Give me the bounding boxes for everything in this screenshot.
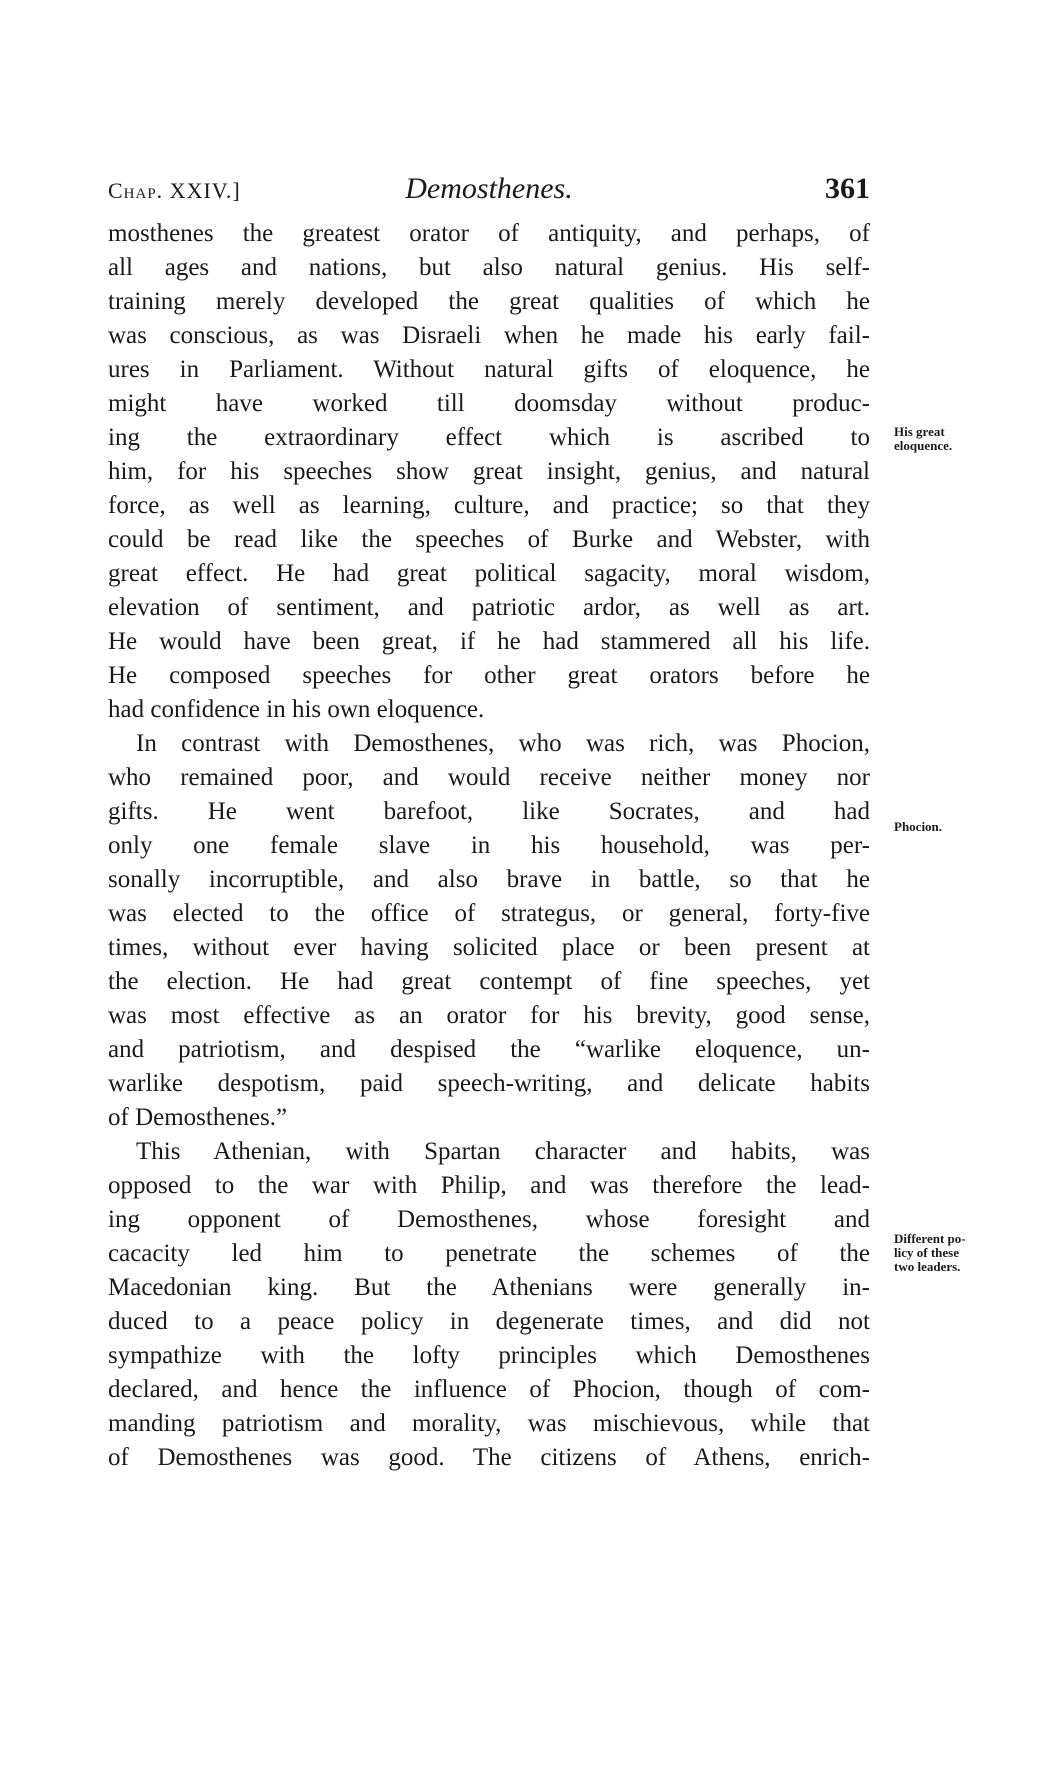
- text-line: of Demosthenes was good. The citizens of Athens, enrich-: [108, 1444, 870, 1471]
- text-line: only one female slave in his household, was per-: [108, 832, 870, 859]
- text-line: opposed to the war with Philip, and was therefore the lead-: [108, 1172, 870, 1199]
- text-line: could be read like the speeches of Burke and Webster, with: [108, 526, 870, 553]
- text-line: who remained poor, and would receive neither money nor: [108, 764, 870, 791]
- text-line: In contrast with Demosthenes, who was rich, was Phocion,: [136, 730, 870, 757]
- text-line: might have worked till doomsday without produc-: [108, 390, 870, 417]
- text-line: mosthenes the greatest orator of antiquity, and perhaps, of: [108, 220, 870, 247]
- text-line: of Demosthenes.”: [108, 1104, 288, 1131]
- text-line: had confidence in his own eloquence.: [108, 696, 485, 723]
- sidenote-line: eloquence.: [894, 438, 953, 453]
- text-line: manding patriotism and morality, was mischievous, while that: [108, 1410, 870, 1437]
- text-line: all ages and nations, but also natural genius. His self-: [108, 254, 870, 281]
- chapter-label: Chap. XXIV.]: [108, 178, 241, 203]
- sidenote-line: licy of these: [894, 1245, 959, 1260]
- running-title: Demosthenes.: [405, 172, 573, 205]
- text-line: ures in Parliament. Without natural gifts of eloquence, he: [108, 356, 870, 383]
- running-header: [108, 172, 870, 212]
- sidenote-phocion: [894, 820, 1014, 834]
- text-line: Macedonian king. But the Athenians were generally in-: [108, 1274, 870, 1301]
- paragraph-2: [108, 727, 870, 1135]
- text-line: ing the extraordinary effect which is ascribed to: [108, 424, 870, 451]
- text-line: He would have been great, if he had stammered all his life.: [108, 628, 870, 655]
- sidenote-eloquence: [894, 425, 1014, 453]
- text-line: sonally incorruptible, and also brave in battle, so that he: [108, 866, 870, 893]
- sidenote-policy: [894, 1232, 1014, 1274]
- sidenote-line: Phocion.: [894, 819, 943, 834]
- text-line: was elected to the office of strategus, or general, forty-five: [108, 900, 870, 927]
- text-line: great effect. He had great political sagacity, moral wisdom,: [108, 560, 870, 587]
- text-line: ing opponent of Demosthenes, whose foresight and: [108, 1206, 870, 1233]
- paragraph-1: [108, 217, 870, 727]
- paragraph-3: [108, 1135, 870, 1475]
- text-line: and patriotism, and despised the “warlike eloquence, un-: [108, 1036, 870, 1063]
- text-line: duced to a peace policy in degenerate times, and did not: [108, 1308, 870, 1335]
- text-line: declared, and hence the influence of Phocion, though of com-: [108, 1376, 870, 1403]
- text-line: force, as well as learning, culture, and practice; so that they: [108, 492, 870, 519]
- text-line: warlike despotism, paid speech-writing, and delicate habits: [108, 1070, 870, 1097]
- text-line: gifts. He went barefoot, like Socrates, and had: [108, 798, 870, 825]
- text-line: the election. He had great contempt of fine speeches, yet: [108, 968, 870, 995]
- text-line: was most effective as an orator for his brevity, good sense,: [108, 1002, 870, 1029]
- text-line: cacacity led him to penetrate the schemes of the: [108, 1240, 870, 1267]
- text-line: This Athenian, with Spartan character and habits, was: [136, 1138, 870, 1165]
- page-number: 361: [825, 172, 870, 205]
- text-line: was conscious, as was Disraeli when he made his early fail-: [108, 322, 870, 349]
- text-line: him, for his speeches show great insight, genius, and natural: [108, 458, 870, 485]
- text-line: He composed speeches for other great orators before he: [108, 662, 870, 689]
- sidenote-line: Different po-: [894, 1231, 966, 1246]
- text-line: sympathize with the lofty principles which Demosthenes: [108, 1342, 870, 1369]
- sidenote-line: two leaders.: [894, 1259, 961, 1274]
- text-line: training merely developed the great qualities of which he: [108, 288, 870, 315]
- sidenote-line: His great: [894, 424, 945, 439]
- text-line: times, without ever having solicited place or been present at: [108, 934, 870, 961]
- text-line: elevation of sentiment, and patriotic ardor, as well as art.: [108, 594, 870, 621]
